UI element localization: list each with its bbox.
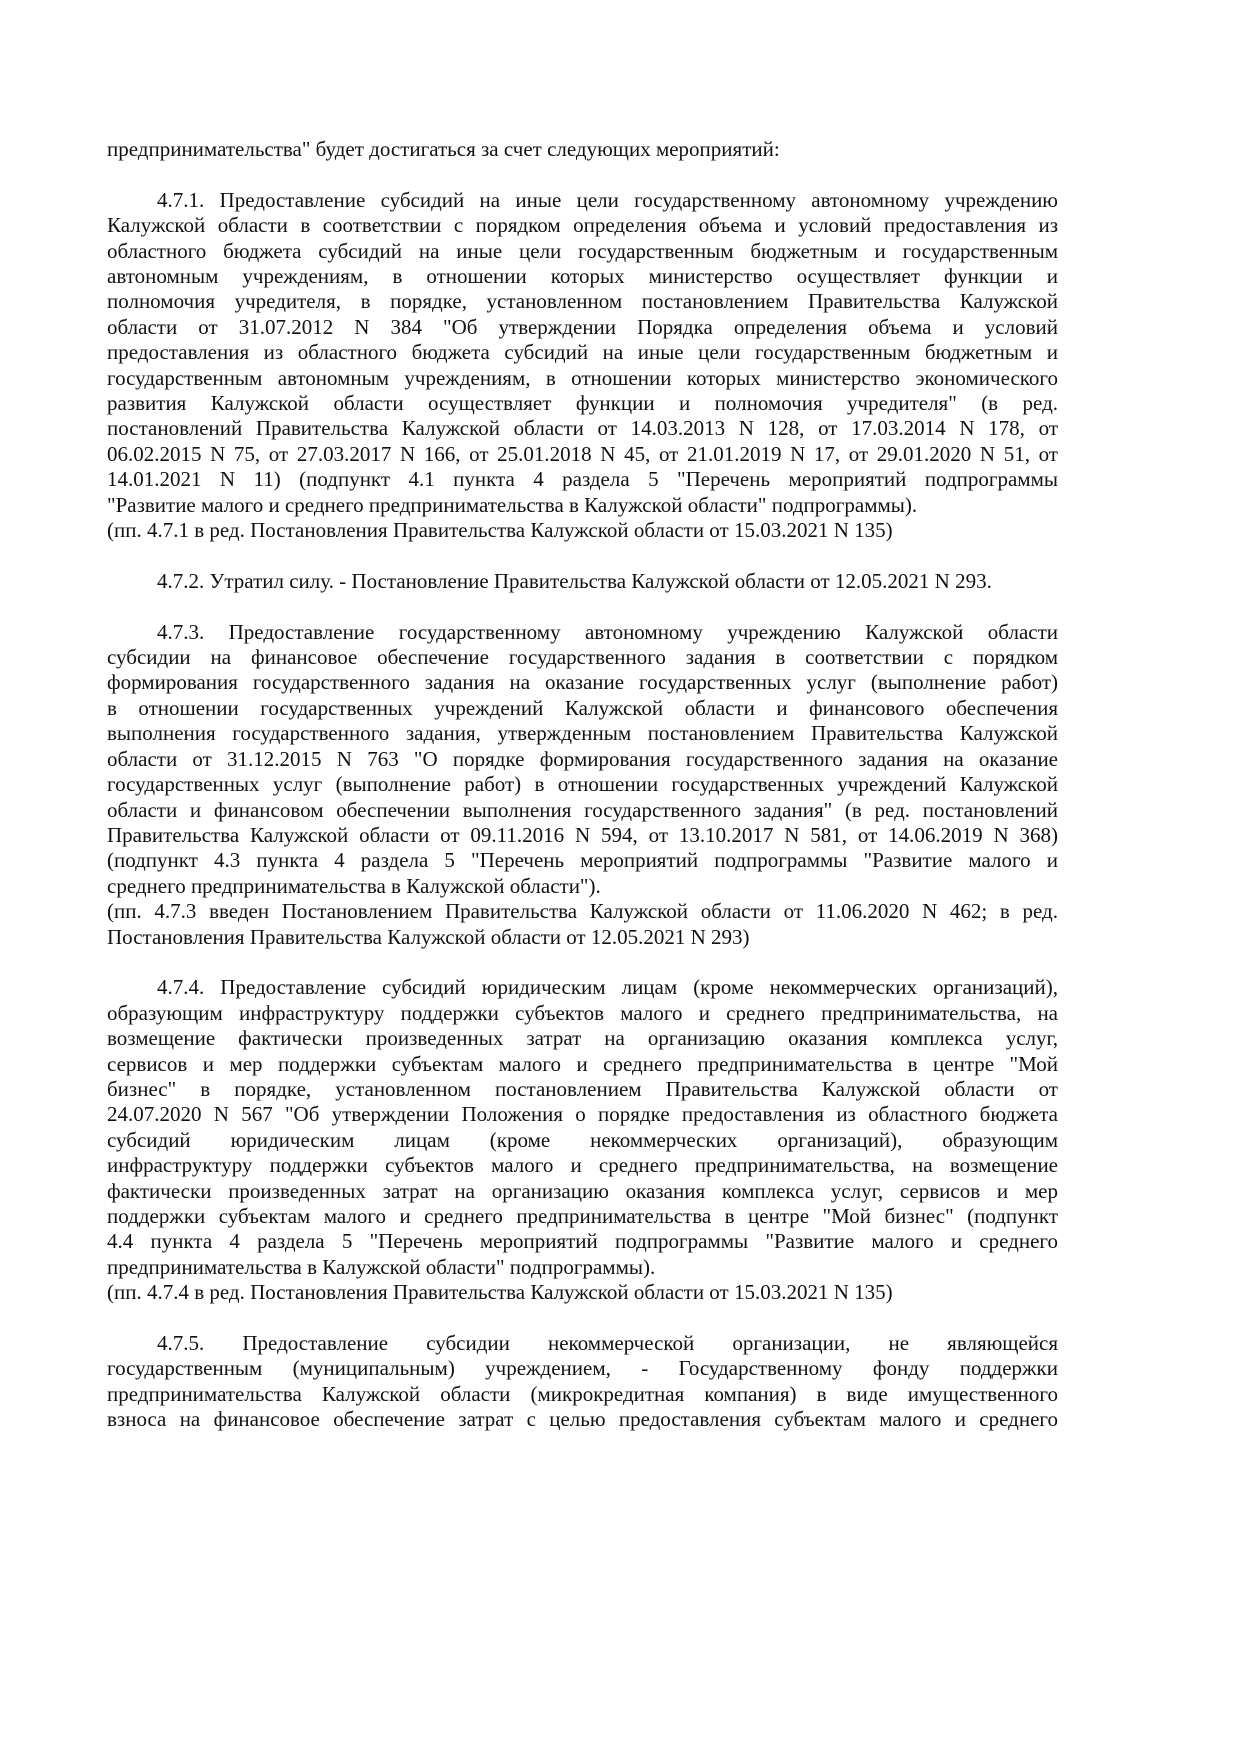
text-line: предоставления из областного бюджета субсидий на иные цели государственным бюджетным и: [107, 340, 1058, 365]
text-line: предпринимательства" будет достигаться за счет следующих мероприятий:: [107, 137, 780, 161]
text-line: 14.01.2021 N 11) (подпункт 4.1 пункта 4 раздела 5 "Перечень мероприятий подпрограммы: [107, 467, 1058, 492]
text-line: 4.4 пункта 4 раздела 5 "Перечень мероприятий подпрограммы "Развитие малого и среднего: [107, 1229, 1058, 1254]
amendment-note: (пп. 4.7.1 в ред. Постановления Правительства Калужской области от 15.03.2021 N 135): [107, 518, 893, 543]
text-line: возмещение фактически произведенных затрат на организацию оказания комплекса услуг,: [107, 1026, 1058, 1051]
paragraph: [107, 620, 1058, 950]
text-line: субсидии на финансовое обеспечение государственного задания в соответствии с порядком: [107, 645, 1058, 670]
paragraph: [107, 137, 1058, 162]
text-line: формирования государственного задания на оказание государственных услуг (выполнение работ): [107, 670, 1058, 695]
text-line: 4.7.1. Предоставление субсидий на иные цели государственному автономному учреждению: [157, 187, 1058, 212]
text-line: Калужской области в соответствии с порядком определения объема и условий предоставления из: [107, 213, 1058, 238]
text-line: инфраструктуру поддержки субъектов малого и среднего предпринимательства, на возмещение: [107, 1153, 1058, 1178]
text-line: образующим инфраструктуру поддержки субъектов малого и среднего предпринимательства, на: [107, 1000, 1058, 1025]
text-line: области и финансовом обеспечении выполнения государственного задания" (в ред. постановлений: [107, 797, 1058, 822]
text-line: "Развитие малого и среднего предпринимательства в Калужской области" подпрограммы).: [107, 492, 918, 517]
paragraph: [107, 975, 1058, 1305]
text-line: государственных услуг (выполнение работ) в отношении государственных учреждений Калужской: [107, 772, 1058, 797]
text-line: бизнес" в порядке, установленном постановлением Правительства Калужской области от: [107, 1076, 1058, 1101]
text-line: 4.7.5. Предоставление субсидии некоммерческой организации, не являющейся: [157, 1331, 1058, 1356]
text-line: полномочия учредителя, в порядке, установленном постановлением Правительства Калужской: [107, 289, 1058, 314]
text-line: Правительства Калужской области от 09.11.2016 N 594, от 13.10.2017 N 581, от 14.06.2019 N 368): [107, 822, 1058, 847]
text-line: автономным учреждениям, в отношении которых министерство осуществляет функции и: [107, 264, 1058, 289]
amendment-note: (пп. 4.7.4 в ред. Постановления Правительства Калужской области от 15.03.2021 N 135): [107, 1280, 893, 1305]
text-line: 24.07.2020 N 567 "Об утверждении Положения о порядке предоставления из областного бюджета: [107, 1102, 1058, 1127]
text-line: сервисов и мер поддержки субъектам малого и среднего предпринимательства в центре "Мой: [107, 1051, 1058, 1076]
text-line: предпринимательства в Калужской области" подпрограммы).: [107, 1254, 656, 1279]
text-line: 4.7.2. Утратил силу. - Постановление Правительства Калужской области от 12.05.2021 N 293.: [157, 568, 992, 593]
amendment-note: Постановления Правительства Калужской области от 12.05.2021 N 293): [107, 924, 750, 949]
text-line: развития Калужской области осуществляет функции и полномочия учредителя" (в ред.: [107, 391, 1058, 416]
amendment-note: (пп. 4.7.3 введен Постановлением Правительства Калужской области от 11.06.2020 N 462; в ред.: [107, 899, 1058, 924]
paragraph: [107, 188, 1058, 544]
paragraph: [107, 569, 1058, 594]
text-line: 4.7.4. Предоставление субсидий юридическим лицам (кроме некоммерческих организаций),: [157, 975, 1058, 1000]
text-line: 4.7.3. Предоставление государственному автономному учреждению Калужской области: [157, 619, 1058, 644]
text-line: поддержки субъектам малого и среднего предпринимательства в центре "Мой бизнес" (подпункт: [107, 1204, 1058, 1228]
text-line: государственным автономным учреждениям, в отношении которых министерство экономического: [107, 365, 1058, 390]
text-line: выполнения государственного задания, утвержденным постановлением Правительства Калужской: [107, 721, 1058, 746]
text-line: предпринимательства Калужской области (микрокредитная компания) в виде имущественного: [107, 1381, 1058, 1406]
text-line: в отношении государственных учреждений Калужской области и финансового обеспечения: [107, 695, 1058, 720]
text-line: 06.02.2015 N 75, от 27.03.2017 N 166, от 25.01.2018 N 45, от 21.01.2019 N 17, от 29.01.2020 N 51, от: [107, 441, 1058, 466]
text-line: взноса на финансовое обеспечение затрат с целью предоставления субъектам малого и среднего: [107, 1407, 1058, 1432]
paragraph: [107, 1331, 1058, 1433]
text-line: областного бюджета субсидий на иные цели государственным бюджетным и государственным: [107, 238, 1058, 263]
text-line: фактически произведенных затрат на организацию оказания комплекса услуг, сервисов и мер: [107, 1178, 1058, 1203]
text-line: среднего предпринимательства в Калужской области").: [107, 873, 601, 898]
text-line: государственным (муниципальным) учреждением, - Государственному фонду поддержки: [107, 1356, 1058, 1381]
text-line: субсидий юридическим лицам (кроме некоммерческих организаций), образующим: [107, 1127, 1058, 1152]
text-line: постановлений Правительства Калужской области от 14.03.2013 N 128, от 17.03.2014 N 178, от: [107, 416, 1058, 441]
text-line: (подпункт 4.3 пункта 4 раздела 5 "Перечень мероприятий подпрограммы "Развитие малого и: [107, 848, 1058, 873]
text-line: области от 31.07.2012 N 384 "Об утверждении Порядка определения объема и условий: [107, 314, 1058, 339]
text-line: области от 31.12.2015 N 763 "О порядке формирования государственного задания на оказание: [107, 746, 1058, 771]
document-page: [107, 137, 1058, 1458]
